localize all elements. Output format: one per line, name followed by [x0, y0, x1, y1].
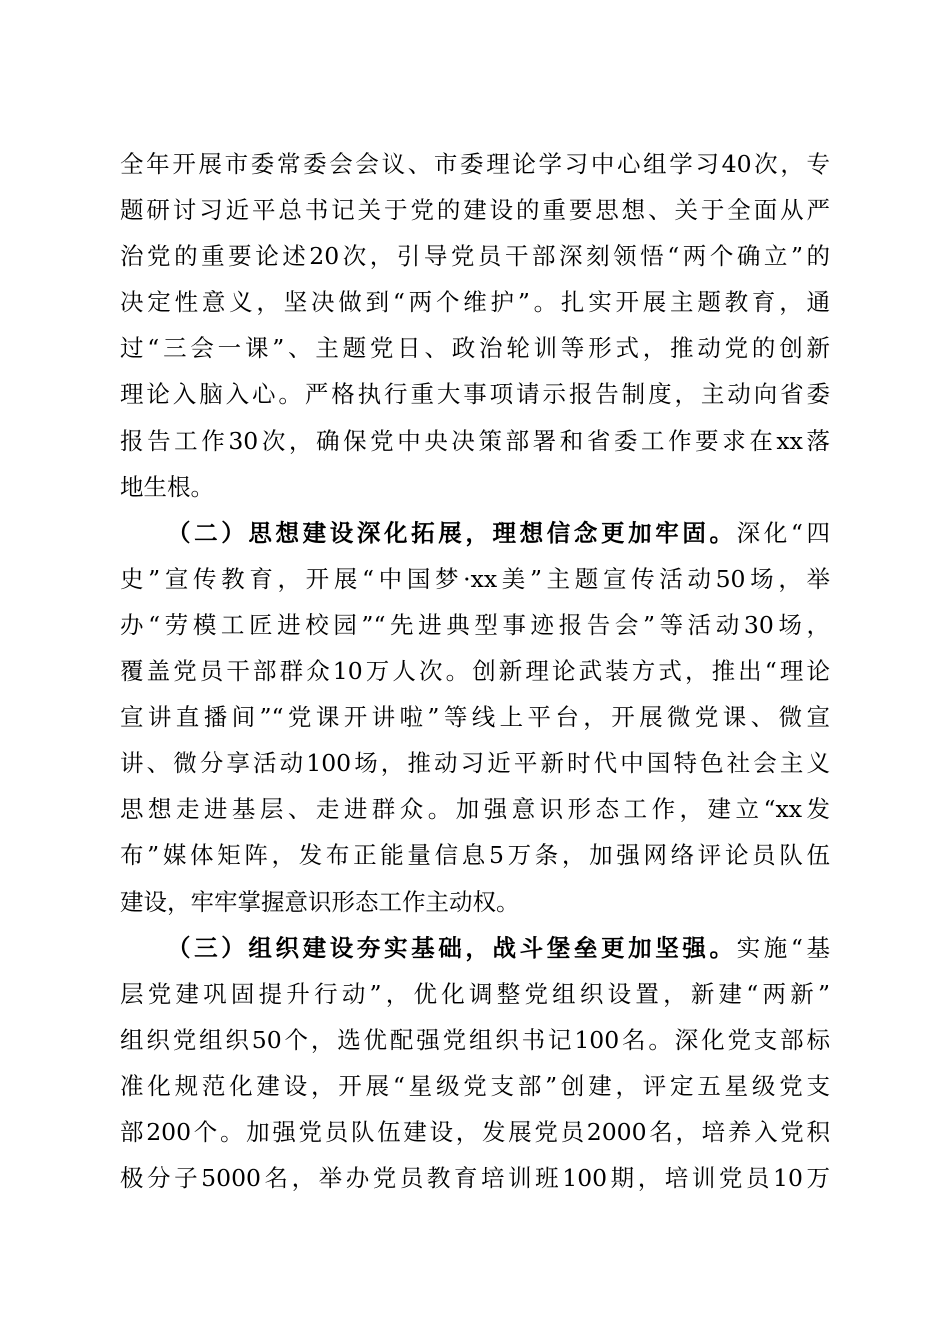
document-page — [120, 141, 830, 1201]
text-line: 部200个。加强党员队伍建设，发展党员2000名，培养入党积 — [120, 1117, 830, 1146]
text-line: 理论入脑入心。严格执行重大事项请示报告制度，主动向省委 — [120, 380, 830, 409]
text-line: 史”宣传教育，开展“中国梦·xx美”主题宣传活动50场，举 — [120, 564, 830, 593]
text-line: 题研讨习近平总书记关于党的建设的重要思想、关于全面从严 — [120, 196, 830, 225]
text-line: 极分子5000名，举办党员教育培训班100期，培训党员10万 — [120, 1164, 830, 1193]
text-run: 深化“四 — [736, 518, 831, 547]
section-heading: （二）思想建设深化拓展，理想信念更加牢固。 — [167, 518, 737, 547]
text-run: 实施“基 — [736, 933, 831, 962]
text-line: 覆盖党员干部群众10万人次。创新理论武装方式，推出“理论 — [120, 657, 830, 686]
paragraph-first-line — [120, 510, 830, 556]
text-line: 组织党组织50个，选优配强党组织书记100名。深化党支部标 — [120, 1025, 830, 1054]
text-line: 宣讲直播间”“党课开讲啦”等线上平台，开展微党课、微宣 — [120, 703, 830, 732]
text-line: 准化规范化建设，开展“星级党支部”创建，评定五星级党支 — [120, 1071, 830, 1100]
text-line: 思想走进基层、走进群众。加强意识形态工作，建立“xx发 — [120, 795, 830, 824]
text-line: 过“三会一课”、主题党日、政治轮训等形式，推动党的创新 — [120, 334, 830, 363]
text-line: 报告工作30次，确保党中央决策部署和省委工作要求在xx落 — [120, 426, 830, 455]
text-line: 决定性意义，坚决做到“两个维护”。扎实开展主题教育，通 — [120, 288, 830, 317]
text-line: 层党建巩固提升行动”，优化调整党组织设置，新建“两新” — [120, 979, 830, 1008]
text-line: 建设，牢牢掌握意识形态工作主动权。 — [120, 887, 520, 916]
text-line: 讲、微分享活动100场，推动习近平新时代中国特色社会主义 — [120, 749, 830, 778]
text-line: 治党的重要论述20次，引导党员干部深刻领悟“两个确立”的 — [120, 242, 830, 271]
paragraph-first-line — [120, 925, 830, 971]
paragraph-3 — [120, 925, 830, 1202]
section-heading: （三）组织建设夯实基础，战斗堡垒更加坚强。 — [167, 933, 737, 962]
text-line: 全年开展市委常委会会议、市委理论学习中心组学习40次，专 — [120, 150, 830, 178]
text-line: 布”媒体矩阵，发布正能量信息5万条，加强网络评论员队伍 — [120, 841, 830, 870]
text-line: 办“劳模工匠进校园”“先进典型事迹报告会”等活动30场， — [120, 610, 830, 639]
paragraph-2 — [120, 510, 830, 925]
paragraph-1 — [120, 141, 830, 510]
text-line: 地生根。 — [120, 472, 214, 501]
